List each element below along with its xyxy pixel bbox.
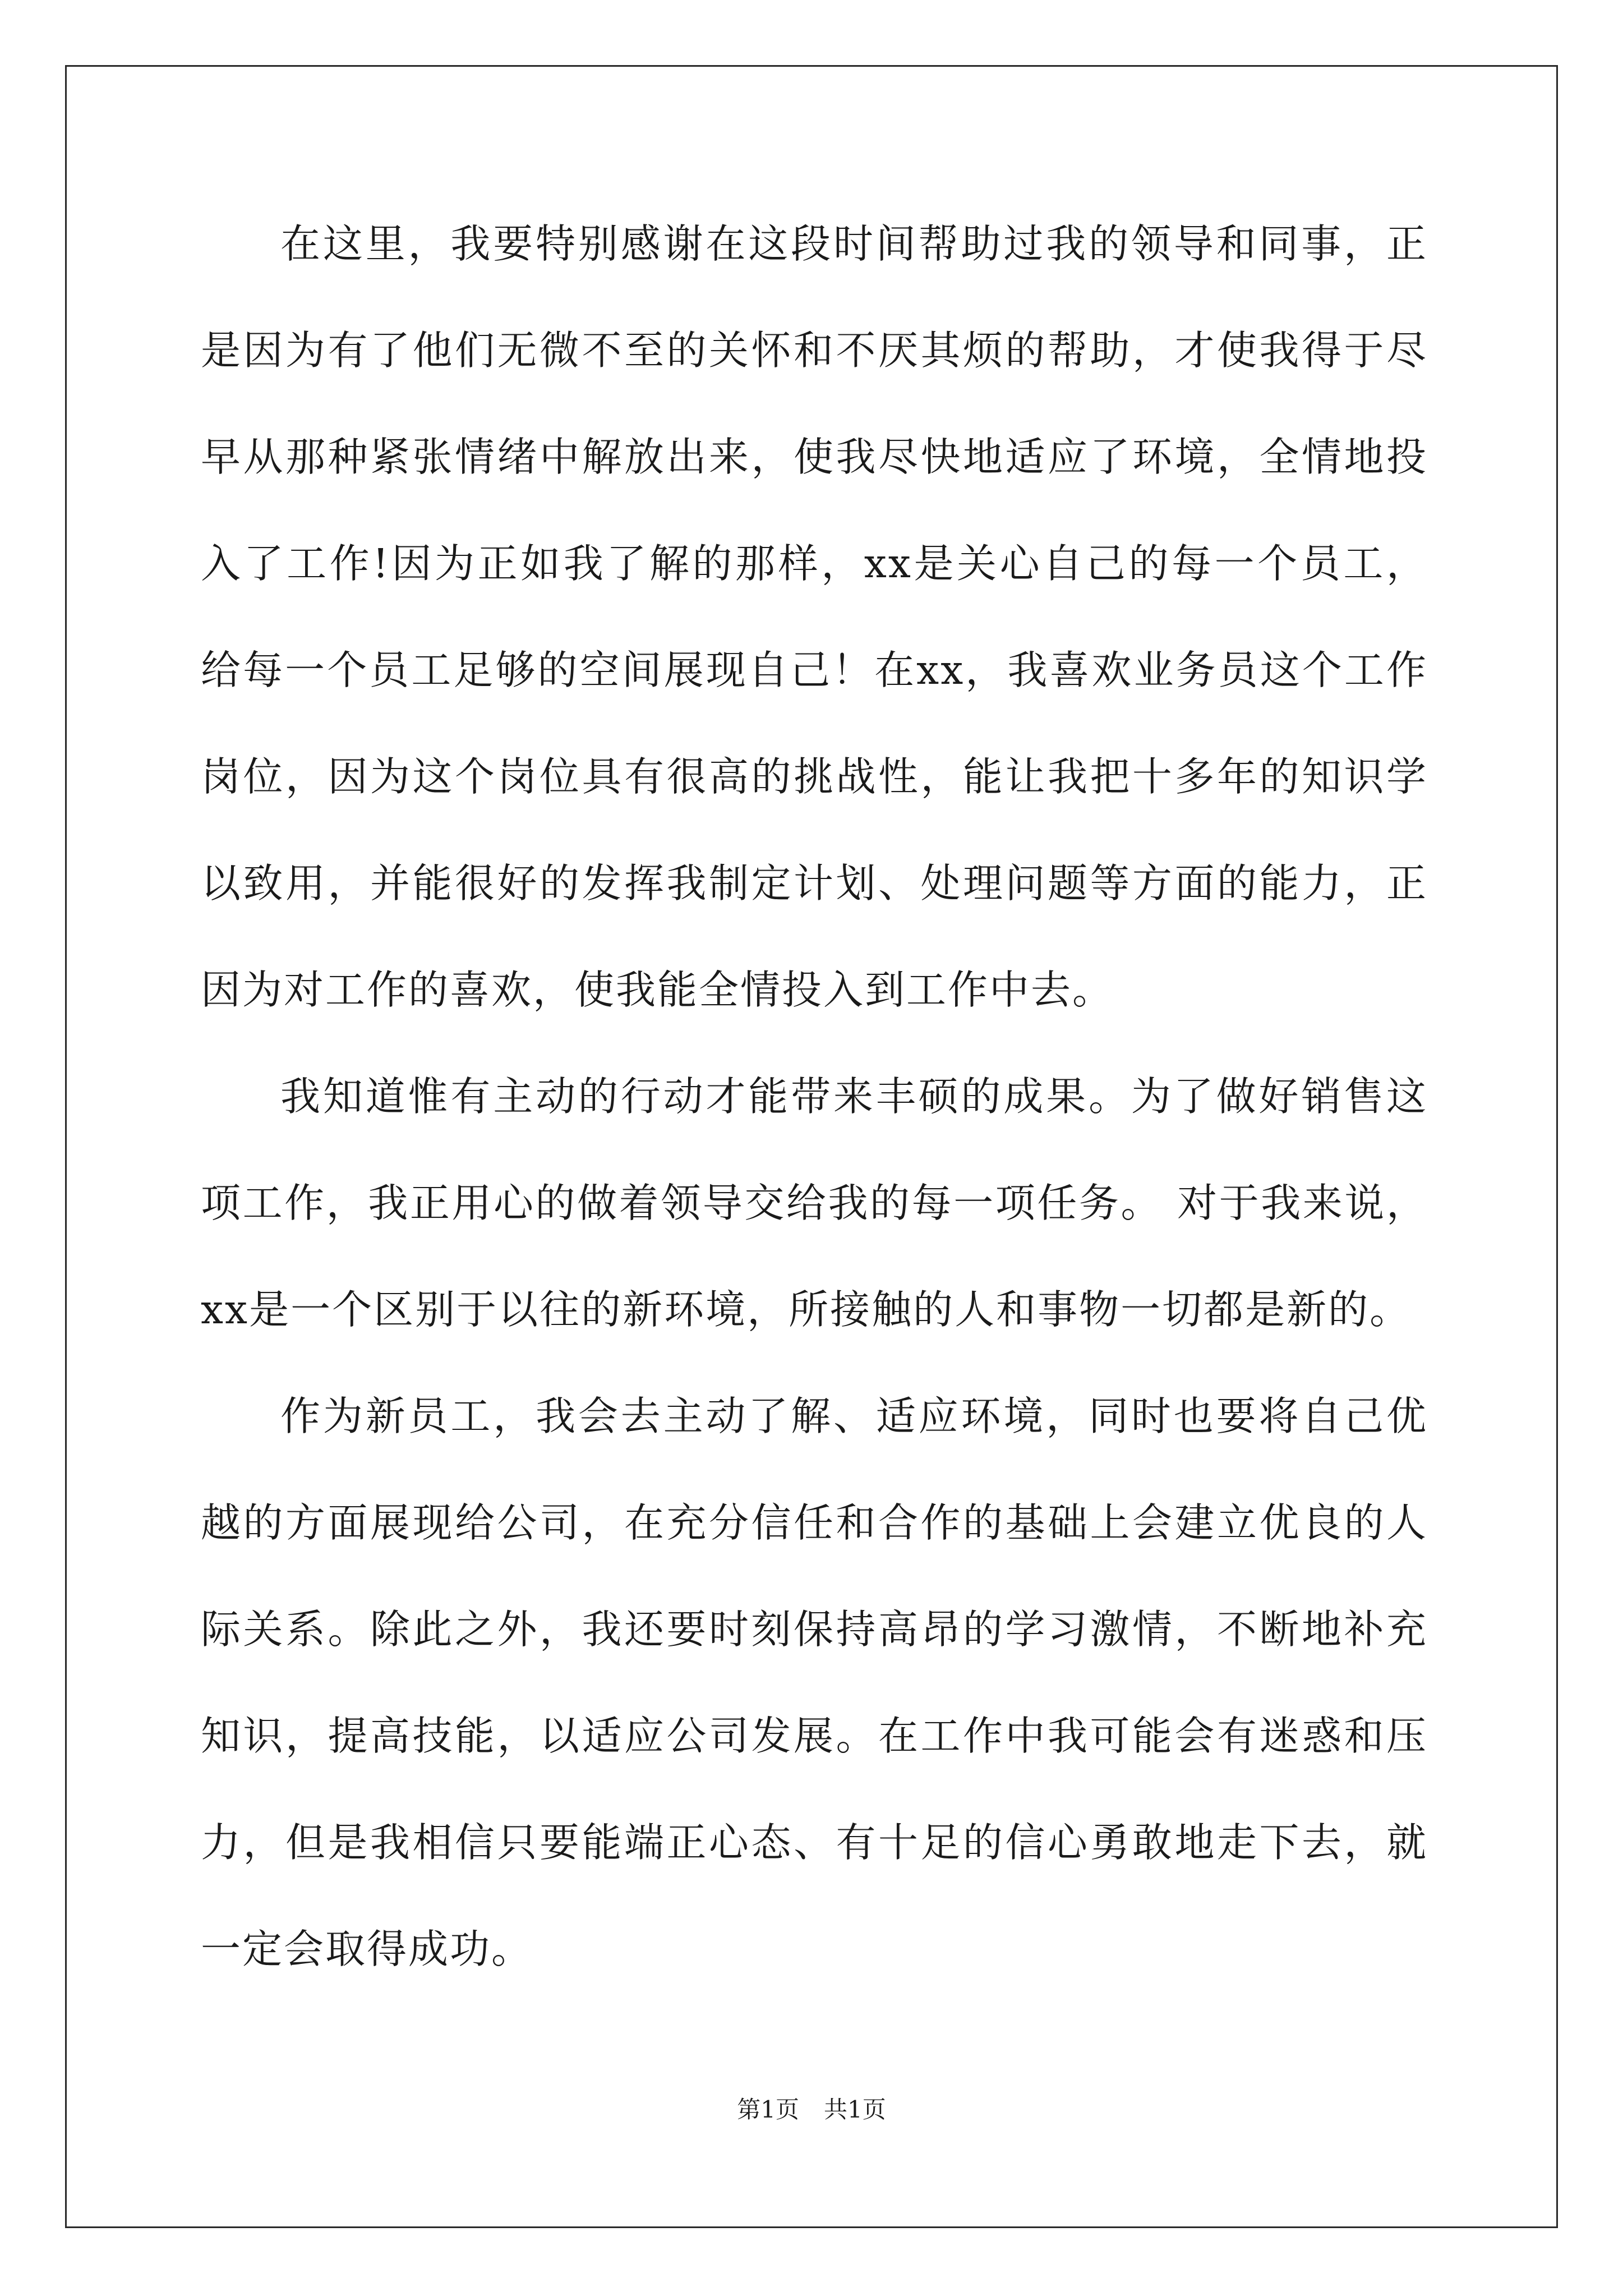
paragraph-3: 作为新员工，我会去主动了解、适应环境，同时也要将自己优越的方面展现给公司，在充分信任和合作的基础上会建立优良的人际关系。除此之外，我还要时刻保持高昂的学习激情，不断地补充知识，提高技能，以适应公司发展。在工作中我可能会有迷惑和压力，但是我相信只要能端正心态、有十足的信心勇敢地走下去，就一定会取得成功。 <box>201 1393 1428 1972</box>
page-number-current: 第1页 <box>737 2096 799 2123</box>
paragraph-1: 在这里，我要特别感谢在这段时间帮助过我的领导和同事，正是因为有了他们无微不至的关怀和不厌其烦的帮助，才使我得于尽早从那种紧张情绪中解放出来，使我尽快地适应了环境，全情地投入了工作!因为正如我了解的那样，xx是关心自己的每一个员工，给每一个员工足够的空间展现自己！在xx，我喜欢业务员这个工作岗位，因为这个岗位具有很高的挑战性，能让我把十多年的知识学以致用，并能很好的发挥我制定计划、处理问题等方面的能力，正因为对工作的喜欢，使我能全情投入到工作中去。 <box>201 220 1428 1013</box>
document-body <box>201 191 1428 2003</box>
page-number-total: 共1页 <box>824 2096 886 2123</box>
paragraph-2: 我知道惟有主动的行动才能带来丰硕的成果。为了做好销售这项工作，我正用心的做着领导交给我的每一项任务。 对于我来说，xx是一个区别于以往的新环境，所接触的人和事物一切都是新的。 <box>201 1073 1428 1333</box>
page-footer <box>0 2091 1623 2125</box>
